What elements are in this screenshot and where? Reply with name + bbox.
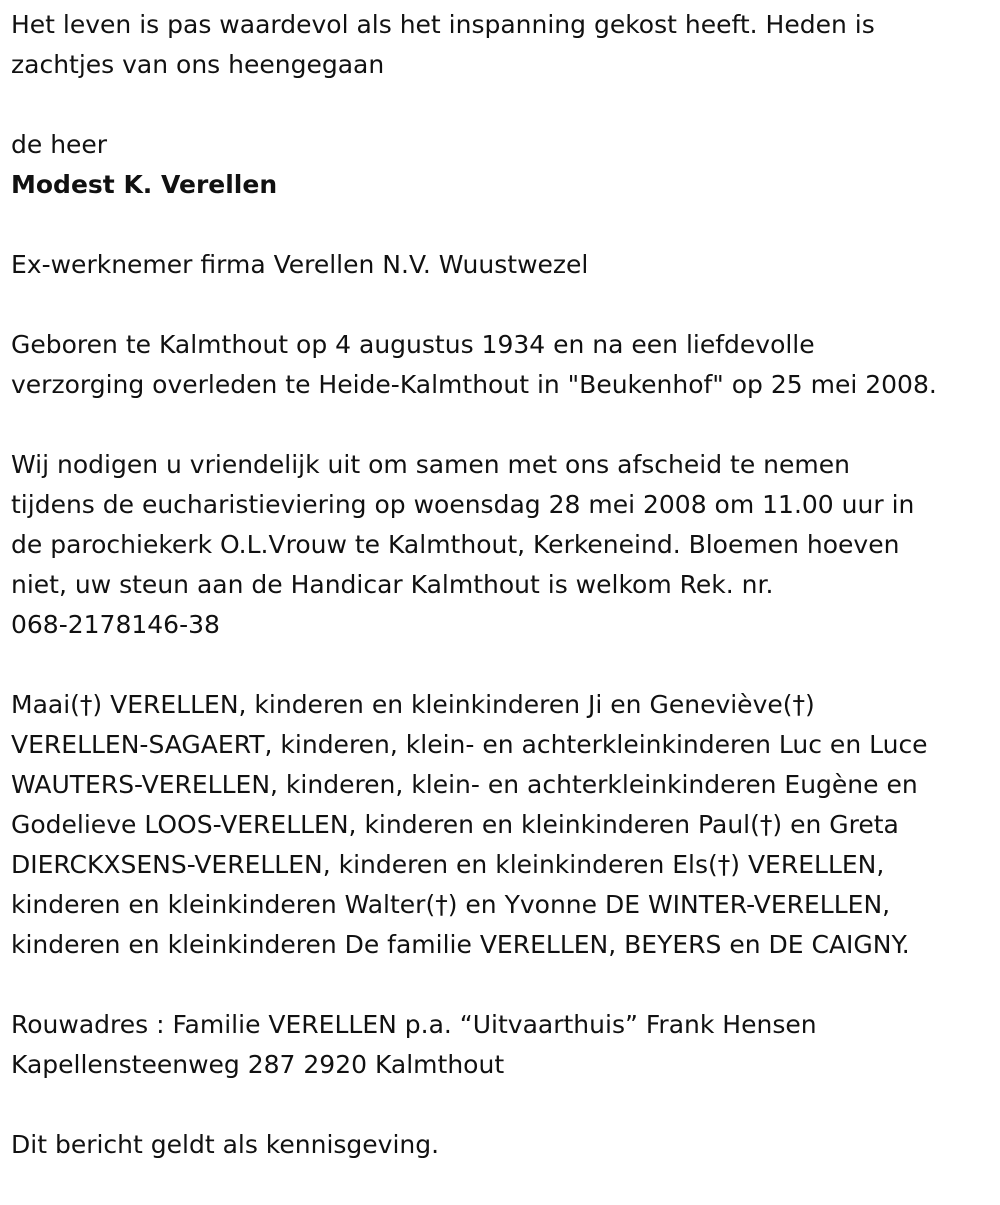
address-paragraph <box>11 1005 996 1085</box>
closing-statement: Dit bericht geldt als kennisgeving. <box>11 1130 440 1159</box>
family-line: Godelieve LOOS-VERELLEN, kinderen en kleinkinderen Paul(†) en Greta <box>11 810 899 839</box>
bank-account-number: 068-2178146-38 <box>11 610 220 639</box>
birth-death-line: verzorging overleden te Heide-Kalmthout in "Beukenhof" op 25 mei 2008. <box>11 370 937 399</box>
intro-paragraph <box>11 5 996 85</box>
honorific: de heer <box>11 130 108 159</box>
family-line: kinderen en kleinkinderen Walter(†) en Yvonne DE WINTER-VERELLEN, <box>11 890 891 919</box>
invitation-line: de parochiekerk O.L.Vrouw te Kalmthout, Kerkeneind. Bloemen hoeven <box>11 530 900 559</box>
birth-death-paragraph <box>11 325 996 405</box>
family-line: Maai(†) VERELLEN, kinderen en kleinkinderen Ji en Geneviève(†) <box>11 690 815 719</box>
address-line: Rouwadres : Familie VERELLEN p.a. “Uitvaarthuis” Frank Hensen <box>11 1010 817 1039</box>
obituary-notice <box>11 5 996 1205</box>
invitation-line: Wij nodigen u vriendelijk uit om samen met ons afscheid te nemen <box>11 450 850 479</box>
address-line: Kapellensteenweg 287 2920 Kalmthout <box>11 1050 505 1079</box>
family-line: WAUTERS-VERELLEN, kinderen, klein- en achterkleinkinderen Eugène en <box>11 770 918 799</box>
invitation-paragraph <box>11 445 996 645</box>
birth-death-line: Geboren te Kalmthout op 4 augustus 1934 en na een liefdevolle <box>11 330 815 359</box>
family-line: VERELLEN-SAGAERT, kinderen, klein- en achterkleinkinderen Luc en Luce <box>11 730 928 759</box>
intro-line: zachtjes van ons heengegaan <box>11 50 385 79</box>
invitation-line: tijdens de eucharistieviering op woensdag 28 mei 2008 om 11.00 uur in <box>11 490 915 519</box>
intro-line: Het leven is pas waardevol als het inspanning gekost heeft. Heden is <box>11 10 875 39</box>
family-line: kinderen en kleinkinderen De familie VERELLEN, BEYERS en DE CAIGNY. <box>11 930 910 959</box>
occupation: Ex-werknemer firma Verellen N.V. Wuustwezel <box>11 250 589 279</box>
deceased-name: Modest K. Verellen <box>11 170 278 199</box>
family-paragraph <box>11 685 996 965</box>
family-line: DIERCKXSENS-VERELLEN, kinderen en kleinkinderen Els(†) VERELLEN, <box>11 850 885 879</box>
invitation-line: niet, uw steun aan de Handicar Kalmthout is welkom Rek. nr. <box>11 570 774 599</box>
